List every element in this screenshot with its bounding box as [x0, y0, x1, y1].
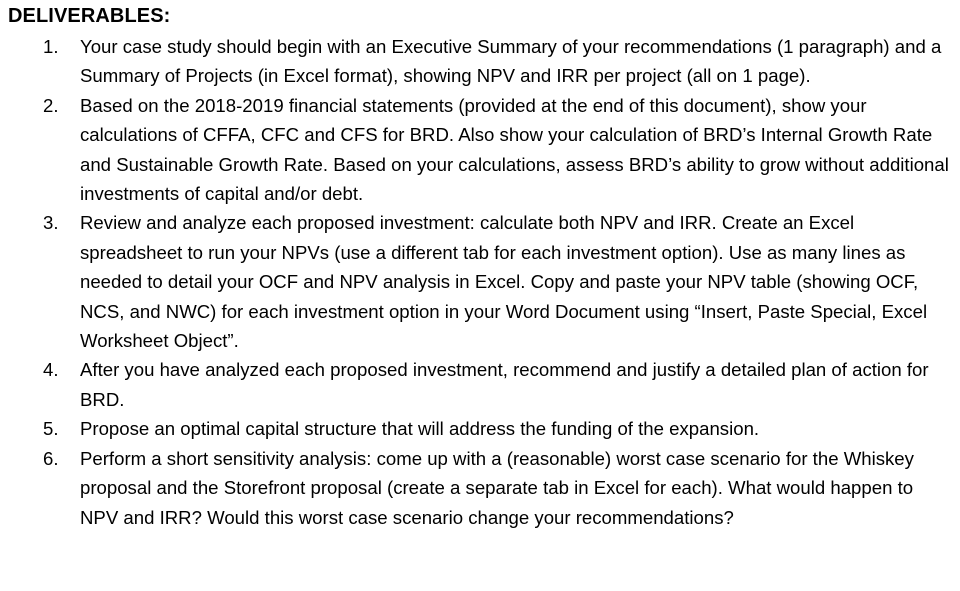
deliverables-heading: DELIVERABLES:: [8, 5, 171, 27]
list-item: [8, 32, 953, 91]
list-item-number: 1.: [43, 36, 59, 57]
list-item-text: Based on the 2018-2019 financial statements (provided at the end of this document), show your calculations of CFFA, CFC and CFS for BRD. Also show your calculation of BRD’s Internal Growth Rate and Sustainable Growth Rate. Based on your calculations, assess BRD’s ability to grow without additional investments of capital and/or debt.: [80, 94, 949, 205]
list-item: [8, 208, 953, 355]
list-item-number: 3.: [43, 212, 59, 234]
list-item-number: 6.: [43, 447, 59, 469]
list-item-number: 5.: [43, 418, 59, 440]
list-item-text: Propose an optimal capital structure that will address the funding of the expansion.: [80, 418, 760, 440]
list-item-text: Perform a short sensitivity analysis: come up with a (reasonable) worst case scenario for the Whiskey proposal and the Storefront proposal (create a separate tab in Excel for each). What would happen to NPV and IRR? Would this worst case scenario change your recommendations?: [80, 447, 914, 528]
list-item: [8, 355, 953, 414]
list-item: [8, 414, 953, 443]
list-item-number: 4.: [43, 359, 59, 381]
list-item-number: 2.: [43, 94, 59, 116]
list-item-text: After you have analyzed each proposed investment, recommend and justify a detailed plan of action for BRD.: [80, 359, 929, 410]
list-item: [8, 91, 953, 209]
list-item-text: Review and analyze each proposed investment: calculate both NPV and IRR. Create an Excel spreadsheet to run your NPVs (use a different tab for each investment option). Use as many lines as needed to detail your OCF and NPV analysis in Excel. Copy and paste your NPV table (showing OCF, NCS, and NWC) for each investment option in your Word Document using “Insert, Paste Special, Excel Worksheet Object”.: [80, 212, 928, 352]
list-item: [8, 444, 953, 532]
list-item-text: Your case study should begin with an Executive Summary of your recommendations (1 paragraph) and a Summary of Projects (in Excel format), showing NPV and IRR per project (all on 1 page).: [80, 36, 942, 87]
deliverables-list: [8, 32, 953, 532]
document-body: [8, 2, 953, 532]
